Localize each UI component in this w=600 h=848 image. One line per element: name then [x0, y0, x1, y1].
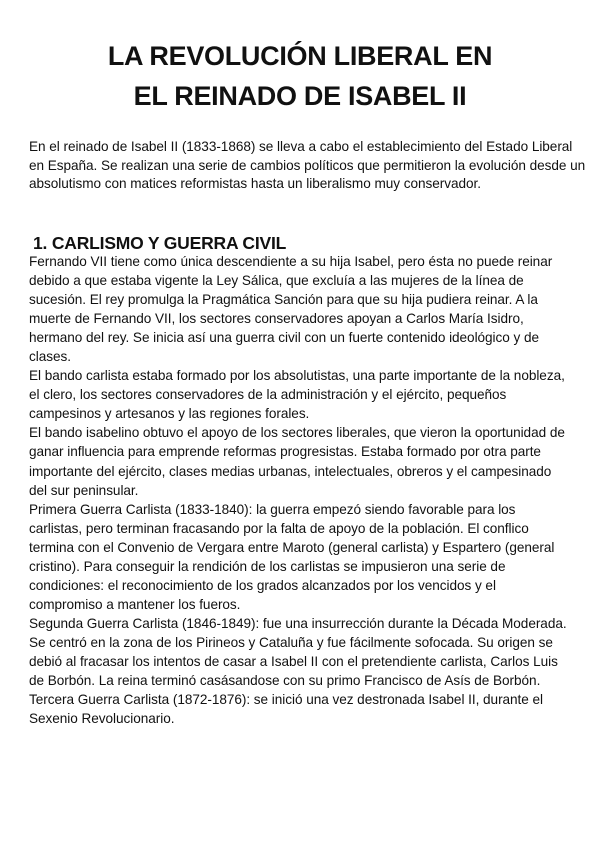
paragraph-bando-isabelino: El bando isabelino obtuvo el apoyo de los sectores liberales, que vieron la oportunidad de ganar influencia para emprende reformas progresistas. Estaba formado por otra parte importante del ejército, clases medias urbanas, intelectuales, obreros y el campesinado del sur peninsular. [29, 425, 565, 498]
paragraph-bando-carlista: El bando carlista estaba formado por los absolutistas, una parte importante de la nobleza, el clero, los sectores conservadores de la administración y el ejército, pequeños campesinos y artesanos y las regiones forales. [29, 368, 565, 422]
section-body-carlismo [29, 252, 569, 728]
title-line-1: LA REVOLUCIÓN LIBERAL EN [107, 41, 493, 71]
paragraph-segunda-guerra: Segunda Guerra Carlista (1846-1849): fue una insurrección durante la Década Moderada. Se centró en la zona de los Pirineos y Cataluña y fue fácilmente sofocada. Su origen se debió al fracasar los intentos de casar a Isabel II con el pretendiente carlista, Carlos Luis de Borbón. La reina terminó casásandose con su primo Francisco de Asís de Borbón. [29, 615, 567, 689]
paragraph-fernando-vii: Fernando VII tiene como única descendiente a su hija Isabel, pero ésta no puede reinar debido a que estaba vigente la Ley Sálica, que excluía a las mujeres de la línea de sucesión. El rey promulga la Pragmática Sanción para que su hija pudiera reinar. A la muerte de Fernando VII, los sectores conservadores apoyan a Carlos María Isidro, hermano del rey. Se inicia así una guerra civil con un fuerte contenido ideológico y de clases. [29, 254, 553, 365]
intro-paragraph: En el reinado de Isabel II (1833-1868) se lleva a cabo el establecimiento del Estado Liberal en España. Se realizan una serie de cambios políticos que permitieron la evolución desde un absolutismo con matices reformistas hasta un liberalismo muy conservador. [29, 139, 586, 191]
page-title [0, 36, 600, 116]
paragraph-primera-guerra: Primera Guerra Carlista (1833-1840): la guerra empezó siendo favorable para los carlistas, pero terminan fracasando por la falta de apoyo de la población. El conflico termina con el Convenio de Vergara entre Maroto (general carlista) y Espartero (general cristino). Para conseguir la rendición de los carlistas se impusieron una serie de condiciones: el reconocimiento de los grados alcanzados por los vencidos y el compromiso a mantener los fueros. [29, 501, 555, 612]
paragraph-tercera-guerra: Tercera Guerra Carlista (1872-1876): se inició una vez destronada Isabel II, durante el Sexenio Revolucionario. [29, 692, 544, 727]
title-line-2: EL REINADO DE ISABEL II [133, 81, 467, 111]
section-heading-carlismo: 1. CARLISMO Y GUERRA CIVIL [33, 233, 287, 253]
